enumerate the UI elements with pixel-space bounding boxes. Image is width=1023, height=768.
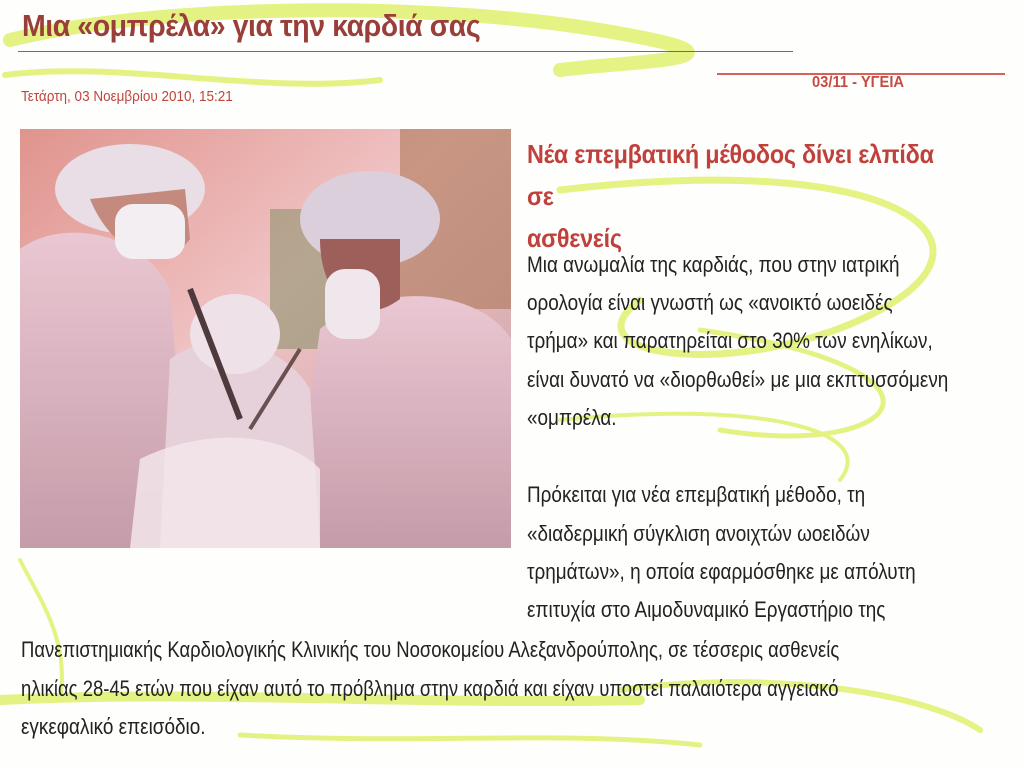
headline-underline [18,51,793,52]
body-text-line: τρήμα» και παρατηρείται στο 30% των ενηλίκων, [527,328,933,353]
article-subtitle [527,133,959,259]
body-text-line: «ομπρέλα. [527,405,617,430]
body-text-line: ορολογία είναι γνωστή ως «ανοικτό ωοειδές [527,290,893,315]
surgeons-photo [20,129,511,548]
publication-date: Τετάρτη, 03 Νοεμβρίου 2010, 15:21 [21,88,233,105]
body-text-line: ηλικίας 28-45 ετών που είχαν αυτό το πρόβλημα στην καρδιά και είχαν υποστεί παλαιότερα αγγειακό [21,676,839,701]
body-text-line: εγκεφαλικό επεισόδιο. [21,714,206,739]
body-text-line: Πρόκειται για νέα επεμβατική μέθοδο, τη [527,482,866,507]
body-text-line: «διαδερμική σύγκλιση ανοιχτών ωοειδών [527,521,870,546]
body-text-line: επιτυχία στο Αιμοδυναμικό Εργαστήριο της [527,597,886,622]
article-headline: Μια «ομπρέλα» για την καρδιά σας [22,8,481,43]
subtitle-line: Νέα επεμβατική μέθοδος δίνει ελπίδα σε [527,139,934,211]
body-text-line: τρημάτων», η οποία εφαρμόσθηκε με απόλυτη [527,559,916,584]
issue-section-label: 03/11 - ΥΓΕΙΑ [812,74,905,91]
body-text-line: Μια ανωμαλία της καρδιάς, που στην ιατρική [527,252,900,277]
subtitle-line: ασθενείς [527,223,622,253]
body-text-line: Πανεπιστημιακής Καρδιολογικής Κλινικής του Νοσοκομείου Αλεξανδρούπολης, σε τέσσερις ασθενείς [21,637,840,662]
body-text-line: είναι δυνατό να «διορθωθεί» με μια εκπτυσσόμενη [527,367,949,392]
